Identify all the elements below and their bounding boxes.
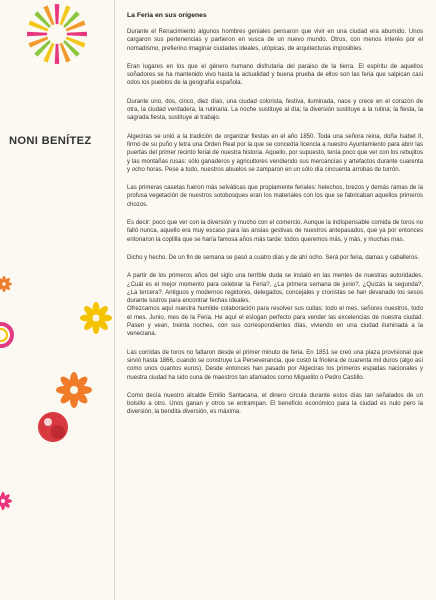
- starburst-icon: [0, 0, 114, 120]
- paragraph: Algeciras se unió a la tradición de organizar fiestas en el año 1850. Toda una señora reina, doña Isabel II, firmó de su puño y letra una Orden Real por la que se concedía licencia a nuestro Ayuntamiento para abrir las puertas del primer recinto ferial de nuestra historia. Aquello, por supuesto, tenía poco que ver con los rebujitos y las montañas rusas: sólo ganaderos y agricultores vendiendo sus mercancías y artefactos durante cuarenta y ocho horas. Pese a todo, nuestros abuelos se zamparon en un sólo día cincuenta arrobas de turrón.: [127, 133, 423, 173]
- starburst-ray: [27, 32, 47, 37]
- paragraph: Las corridas de toros no faltaron desde el primer minuto de feria. En 1851 se creó una plaza provisional que sirvió hasta 1866, cuando se construye La Perseverancia, que costó la friolera de cuarenta mil duros (algo así como unos cuantos euros). Desde entonces han pasado por Algeciras los primeros espadas nacionales y nuestra ciudad ha sido cuna de maestros tan afamados como Miguelito o Pedro Castillo.: [127, 349, 423, 381]
- article: [127, 12, 423, 600]
- flower-icon: [0, 274, 14, 294]
- decoration-strip: [0, 0, 114, 600]
- paragraph: Dicho y hecho. De un fin de semana se pasó a cuatro días y de ahí ocho. Será por feria, damas y caballeros.: [127, 254, 420, 261]
- article-title: La Feria en sus orígenes: [127, 12, 207, 19]
- paragraph: Durante uno, dos, cinco, diez días, una ciudad colorista, festiva, iluminada, nace y crece en el corazón de otra, la ciudad verdadera, la rutinaria. La noche sustituye al día; la diversión sustituye a la rutina; la fiesta, la sagrada fiesta, sustituye al trabajo.: [127, 98, 423, 122]
- paragraph: A partir de los primeros años del siglo una terrible duda se instaló en las mentes de nuestras autoridades. ¿Cuál es el mejor momento para celebrar la Feria?, ¿La primera semana de junio?, ¿Quizás la segunda?, ¿La tercera?. Antiguos y modernos regidores, delegados, concejales y cronistas se han devanado los sesos durante lustros para encontrar fechas ideales.: [127, 273, 423, 305]
- starburst-ray: [67, 32, 87, 37]
- ring-icon: [0, 320, 16, 350]
- paragraph: Eran lugares en los que el género humano disfrutaria del paraiso de la tierra. El espíritu de aquellos soñadores se ha mantenido vivo hasta la actualidad y buena prueba de ellos son las feria que salpican casi odos los pueblos de la geografía española.: [127, 63, 423, 87]
- column-divider: [114, 0, 115, 600]
- paragraph: Es decir: poco que ver con la diversión y mucho con el comercio. Aunque la indispensable comida de toros no falló nunca, aquello era muy escaso para las ansias gestivas de nuestros antepasados, que ya por entonces entonaron la coplilla que se haría famosa años más tarde: todos queremos más, y más, y muchas mas.: [127, 220, 423, 243]
- flower-icon: [76, 298, 116, 338]
- paragraph: Como decía nuestro alcalde Emilio Santacana, el dinero circula durante estos días tan señalados de un bolsillo a otro. Unos ganan y otros se entrampan. El beneficio económico para la ciudad es nulo pero la diversión, la bendita diversión, es máxima.: [127, 392, 423, 416]
- ball-icon: [36, 410, 70, 444]
- starburst-ray: [55, 4, 60, 24]
- flower-icon: [0, 490, 14, 512]
- paragraph: Ofrezcamos aquí nuestra humilde colaboración para resolver sus cuitas: todo el mes, señores nuestros, todo el mes. Junio, mes de la Feria. He aquí el eslogan perfecto para vender las excelencias de nuestra ciudad. Pasen y vean, treinta noches, con sus correspondientes días, viviendo en una ciudad iluminada a la veneciana.: [127, 306, 423, 338]
- flower-icon: [52, 368, 96, 412]
- paragraph: Durante el Renacimiento algunos hombres geniales pensaron que vivir en una ciudad era abumido. Unos cargaron sus pertenencias y partieron en vusca de un nuevo mundo. Otros, con menos interés por el nomadismo, prefierino imaginar ciudades ideales, utópicas, de arquitecturas imposibles.: [127, 29, 423, 52]
- starburst-ray: [55, 44, 60, 64]
- paragraph: Las primeras casetas fueron más selváticas que propiamente feriales: helechos, brezos y demás ramas de la profusa vegetación de nuestros sotobosques eran los materiales con los que se fabricaban aquellos primeros chozos.: [127, 185, 423, 208]
- author-name: NONI BENÍTEZ: [9, 135, 92, 147]
